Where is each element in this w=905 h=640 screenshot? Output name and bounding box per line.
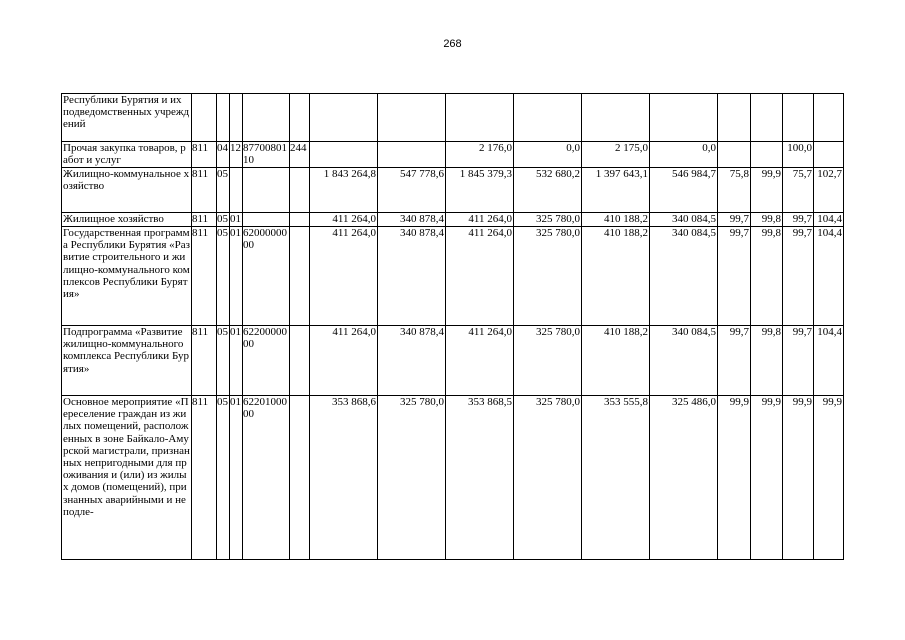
value-cell-5	[582, 94, 650, 142]
value-cell-2: 325 780,0	[378, 396, 446, 560]
target-article-cell: 6220000000	[243, 326, 290, 396]
value-cell-3: 2 176,0	[446, 142, 514, 168]
table-row	[62, 227, 844, 326]
ministry-code-cell: 811	[192, 213, 217, 227]
value-cell-5: 410 188,2	[582, 213, 650, 227]
value-cell-6: 340 084,5	[650, 326, 718, 396]
ministry-code-cell: 811	[192, 168, 217, 213]
section-code-cell: 05	[217, 227, 230, 326]
value-cell-2: 547 778,6	[378, 168, 446, 213]
section-code-cell: 05	[217, 396, 230, 560]
section-code-cell: 05	[217, 213, 228, 225]
subsection-code-cell: 12	[230, 142, 243, 168]
value-cell-1: 1 843 264,8	[310, 168, 378, 213]
ministry-code-cell: 811	[192, 227, 217, 326]
budget-table	[61, 93, 844, 560]
row-name-cell: Основное мероприятие «Переселение граждан из жилых помещений, расположенных в зоне Байкало-Амурской магистрали, признанных непригодными для проживания и (или) из жилых домов (помещений), признанных аварийными и не подле-	[62, 396, 192, 560]
percent-cell-2: 99,8	[751, 326, 783, 396]
value-cell-6: 546 984,7	[650, 168, 718, 213]
subsection-code-cell: 01	[230, 326, 243, 396]
value-cell-2	[378, 94, 446, 142]
row-name-cell: Государственная программа Республики Бурятия «Развитие строительного и жилищно-коммунального комплексов Республики Бурятия»	[62, 227, 192, 326]
table-row	[62, 168, 844, 213]
value-cell-3: 411 264,0	[446, 227, 514, 326]
value-cell-1	[310, 142, 378, 168]
percent-cell-4: 104,4	[814, 326, 844, 396]
row-name-cell: Прочая закупка товаров, работ и услуг	[62, 142, 192, 168]
row-name-cell: Жилищно-коммунальное хозяйство	[62, 168, 192, 213]
subsection-code-cell: 01	[230, 396, 243, 560]
value-cell-4: 325 780,0	[514, 227, 582, 326]
percent-cell-2: 99,9	[751, 168, 783, 213]
row-name-cell: Жилищное хозяйство	[62, 213, 192, 227]
value-cell-5: 410 188,2	[582, 326, 650, 396]
percent-cell-3: 100,0	[783, 142, 814, 168]
value-cell-6: 340 084,5	[650, 227, 718, 326]
percent-cell-4: 104,4	[814, 227, 844, 326]
value-cell-6: 0,0	[650, 142, 718, 168]
row-name-cell: Республики Бурятия и их подведомственных учреждений	[62, 94, 192, 142]
percent-cell-3: 75,7	[783, 168, 814, 213]
percent-cell-1: 75,8	[718, 168, 751, 213]
value-cell-4: 325 780,0	[514, 396, 582, 560]
value-cell-4: 0,0	[514, 142, 582, 168]
value-cell-4: 325 780,0	[514, 326, 582, 396]
value-cell-5: 410 188,2	[582, 227, 650, 326]
ministry-code-cell: 811	[192, 396, 217, 560]
ministry-code-cell: 811	[192, 142, 217, 168]
subsection-code-cell: 01	[230, 227, 243, 326]
value-cell-5: 1 397 643,1	[582, 168, 650, 213]
percent-cell-3	[783, 94, 814, 142]
expense-type-cell	[290, 168, 310, 213]
percent-cell-1: 99,7	[718, 213, 751, 227]
value-cell-1: 411 264,0	[310, 213, 378, 227]
percent-cell-1: 99,7	[718, 326, 751, 396]
percent-cell-3: 99,7	[783, 213, 814, 227]
percent-cell-3: 99,7	[783, 227, 814, 326]
value-cell-6: 325 486,0	[650, 396, 718, 560]
target-article-cell: 6200000000	[243, 227, 290, 326]
percent-cell-3: 99,9	[783, 396, 814, 560]
page-number: 268	[443, 38, 462, 50]
percent-cell-1	[718, 142, 751, 168]
percent-cell-2: 99,8	[751, 213, 783, 227]
value-cell-4: 532 680,2	[514, 168, 582, 213]
percent-cell-1	[718, 94, 751, 142]
value-cell-1: 411 264,0	[310, 326, 378, 396]
value-cell-5: 2 175,0	[582, 142, 650, 168]
percent-cell-1: 99,7	[718, 227, 751, 326]
value-cell-3: 411 264,0	[446, 326, 514, 396]
ministry-code-cell	[192, 94, 217, 142]
expense-type-cell: 244	[290, 142, 310, 168]
percent-cell-1: 99,9	[718, 396, 751, 560]
value-cell-4: 325 780,0	[514, 213, 582, 227]
table-row	[62, 326, 844, 396]
target-article-cell: 8770080110	[243, 142, 290, 168]
percent-cell-2	[751, 142, 783, 168]
table-row	[62, 142, 844, 168]
section-code-cell: 04	[217, 142, 230, 168]
subsection-code-cell: 01	[230, 213, 241, 225]
expense-type-cell	[290, 396, 310, 560]
value-cell-4	[514, 94, 582, 142]
target-article-cell: 6220100000	[243, 396, 290, 560]
target-article-cell	[243, 168, 290, 213]
expense-type-cell	[290, 326, 310, 396]
table-row	[62, 94, 844, 142]
subsection-code-cell	[230, 94, 243, 142]
percent-cell-3: 99,7	[783, 326, 814, 396]
section-code-cell: 05	[217, 326, 230, 396]
percent-cell-4	[814, 142, 844, 168]
section-code-cell	[217, 94, 230, 142]
table-row	[62, 396, 844, 560]
value-cell-2: 340 878,4	[378, 326, 446, 396]
percent-cell-4: 104,4	[814, 213, 844, 227]
value-cell-2	[378, 142, 446, 168]
value-cell-3	[446, 94, 514, 142]
subsection-code-cell	[230, 168, 243, 213]
value-cell-1	[310, 94, 378, 142]
value-cell-3: 411 264,0	[446, 213, 514, 227]
table-row	[62, 213, 844, 227]
percent-cell-4	[814, 94, 844, 142]
value-cell-6: 340 084,5	[650, 213, 718, 227]
value-cell-3: 1 845 379,3	[446, 168, 514, 213]
value-cell-2: 340 878,4	[378, 227, 446, 326]
percent-cell-2: 99,9	[751, 396, 783, 560]
value-cell-6	[650, 94, 718, 142]
percent-cell-4: 102,7	[814, 168, 844, 213]
value-cell-1: 411 264,0	[310, 227, 378, 326]
expense-type-cell	[290, 94, 310, 142]
expense-type-cell	[290, 213, 310, 227]
section-code-cell: 05	[217, 168, 230, 213]
target-article-cell	[243, 213, 290, 227]
percent-cell-2: 99,8	[751, 227, 783, 326]
ministry-code-cell: 811	[192, 326, 217, 396]
value-cell-5: 353 555,8	[582, 396, 650, 560]
expense-type-cell	[290, 227, 310, 326]
value-cell-3: 353 868,5	[446, 396, 514, 560]
row-name-cell: Подпрограмма «Развитие жилищно-коммунального комплекса Республики Бурятия»	[62, 326, 192, 396]
percent-cell-2	[751, 94, 783, 142]
value-cell-1: 353 868,6	[310, 396, 378, 560]
value-cell-2: 340 878,4	[378, 213, 446, 227]
target-article-cell	[243, 94, 290, 142]
percent-cell-4: 99,9	[814, 396, 844, 560]
